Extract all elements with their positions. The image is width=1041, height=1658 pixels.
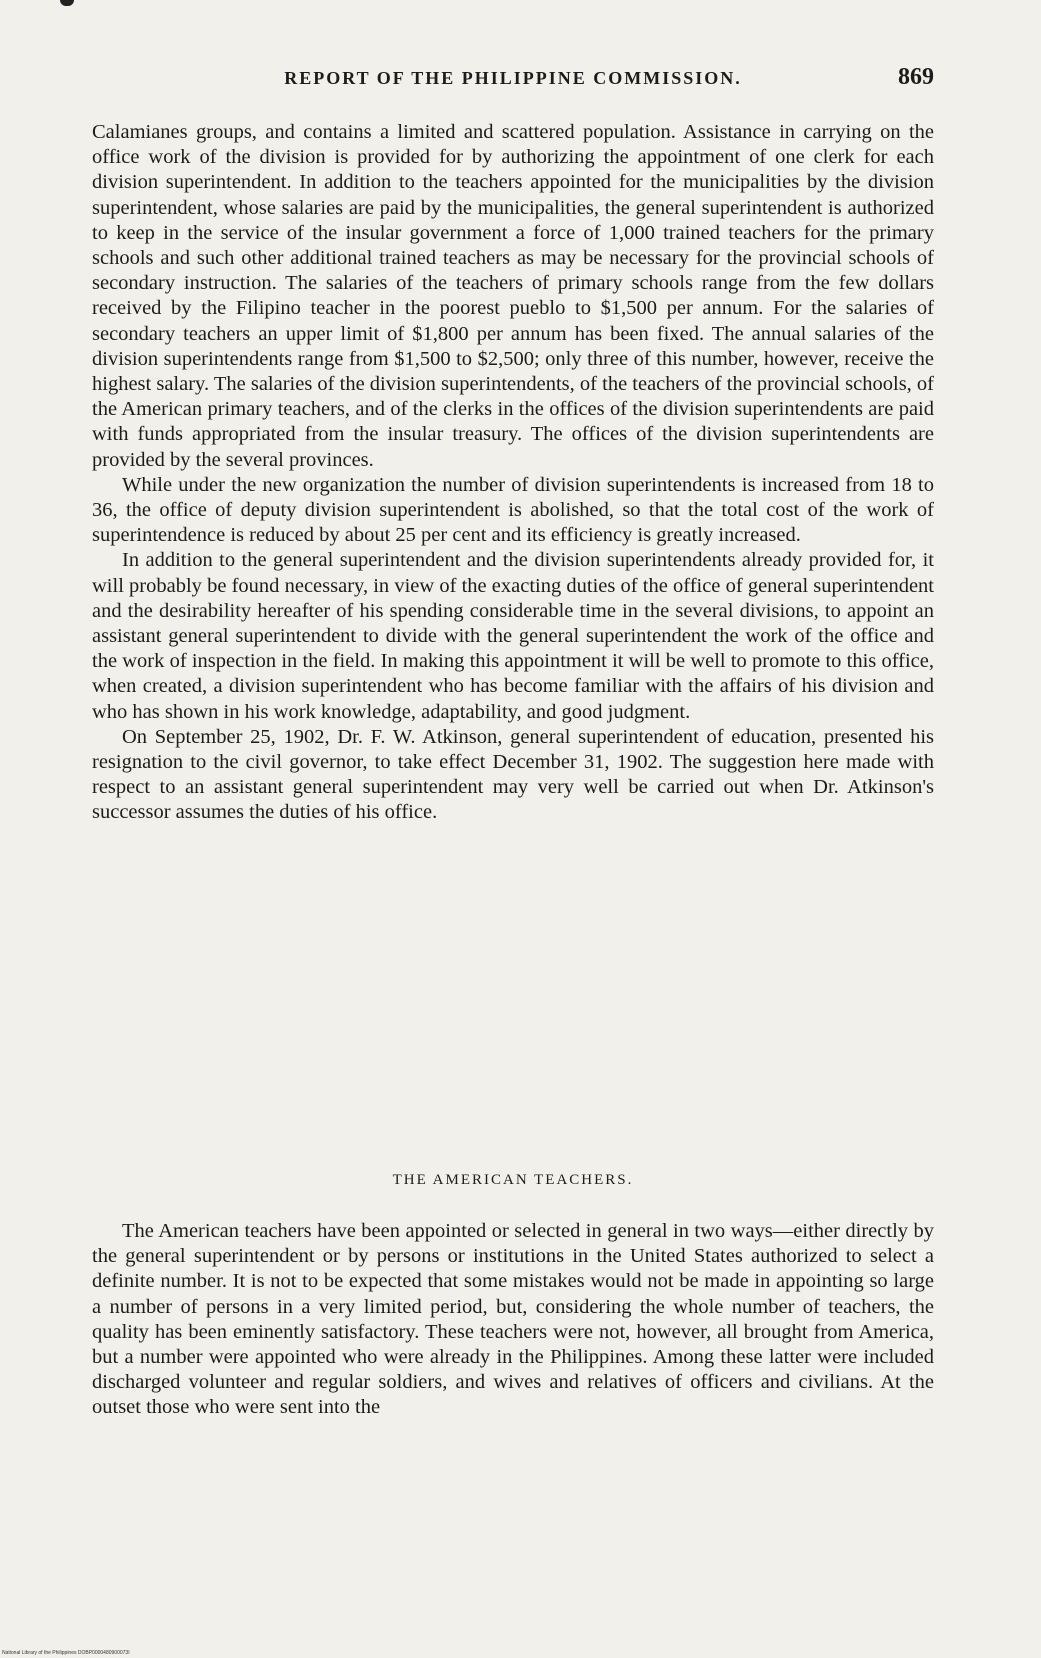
page-header — [92, 64, 934, 94]
paragraph-5: The American teachers have been appointed or selected in general in two ways—either directly by the general superintendent or by persons or institutions in the United States authorized to select a definite number. It is not to be expected that some mistakes would not be made in appointing so large a number of persons in a very limited period, but, considering the whole number of teachers, the quality has been eminently satisfactory. These teachers were not, however, all brought from America, but a number were appointed who were already in the Philippines. Among these latter were included discharged volunteer and regular soldiers, and wives and relatives of officers and civilians. At the outset those who were sent into the — [92, 1220, 934, 1419]
paragraph-1: Calamianes groups, and contains a limited and scattered population. Assistance in carrying on the office work of the division is provided for by authorizing the appointment of one clerk for each division superintendent. In addition to the teachers appointed for the municipalities by the division superintendent, whose salaries are paid by the municipalities, the general superintendent is authorized to keep in the service of the insular government a force of 1,000 trained teachers for the primary schools and such other additional trained teachers as may be necessary for the provincial schools of secondary instruction. The salaries of the teachers of primary schools range from the few dollars received by the Filipino teacher in the poorest pueblo to $1,500 per annum. For the salaries of secondary teachers an upper limit of $1,800 per annum has been fixed. The annual salaries of the division superintendents range from $1,500 to $2,500; only three of this number, however, receive the highest salary. The salaries of the division superintendents, of the teachers of the provincial schools, of the American primary teachers, and of the clerks in the offices of the division superintendents are paid with funds appropriated from the insular treasury. The offices of the division superintendents are provided by the several provinces. — [92, 121, 934, 471]
paragraph-2: While under the new organization the number of division superintendents is increased from 18 to 36, the office of deputy division superintendent is abolished, so that the total cost of the work of superintendence is reduced by about 25 per cent and its efficiency is greatly increased. — [92, 473, 934, 547]
scan-credit: National Library of the Philippines DOBP0000480900073I — [2, 1650, 130, 1656]
scan-artifact — [60, 0, 74, 6]
body-text-block-2 — [92, 1219, 934, 1421]
paragraph-4: On September 25, 1902, Dr. F. W. Atkinson, general superintendent of education, presented his resignation to the civil governor, to take effect December 31, 1902. The suggestion here made with respect to an assistant general superintendent may very well be carried out when Dr. Atkinson's successor assumes the duties of his office. — [92, 725, 934, 824]
paragraph-3: In addition to the general superintendent and the division superintendents already provided for, it will probably be found necessary, in view of the exacting duties of the office of general superintendent and the desirability hereafter of his spending considerable time in the several divisions, to appoint an assistant general superintendent to divide with the general superintendent the work of the office and the work of inspection in the field. In making this appointment it will be well to promote to this office, when created, a division superintendent who has become familiar with the affairs of his division and who has shown in his work knowledge, adaptability, and good judgment. — [92, 549, 934, 723]
page-number: 869 — [898, 64, 934, 90]
section-heading: THE AMERICAN TEACHERS. — [392, 1172, 634, 1188]
body-text-block-1 — [92, 120, 934, 826]
running-head: REPORT OF THE PHILIPPINE COMMISSION. — [284, 68, 742, 88]
